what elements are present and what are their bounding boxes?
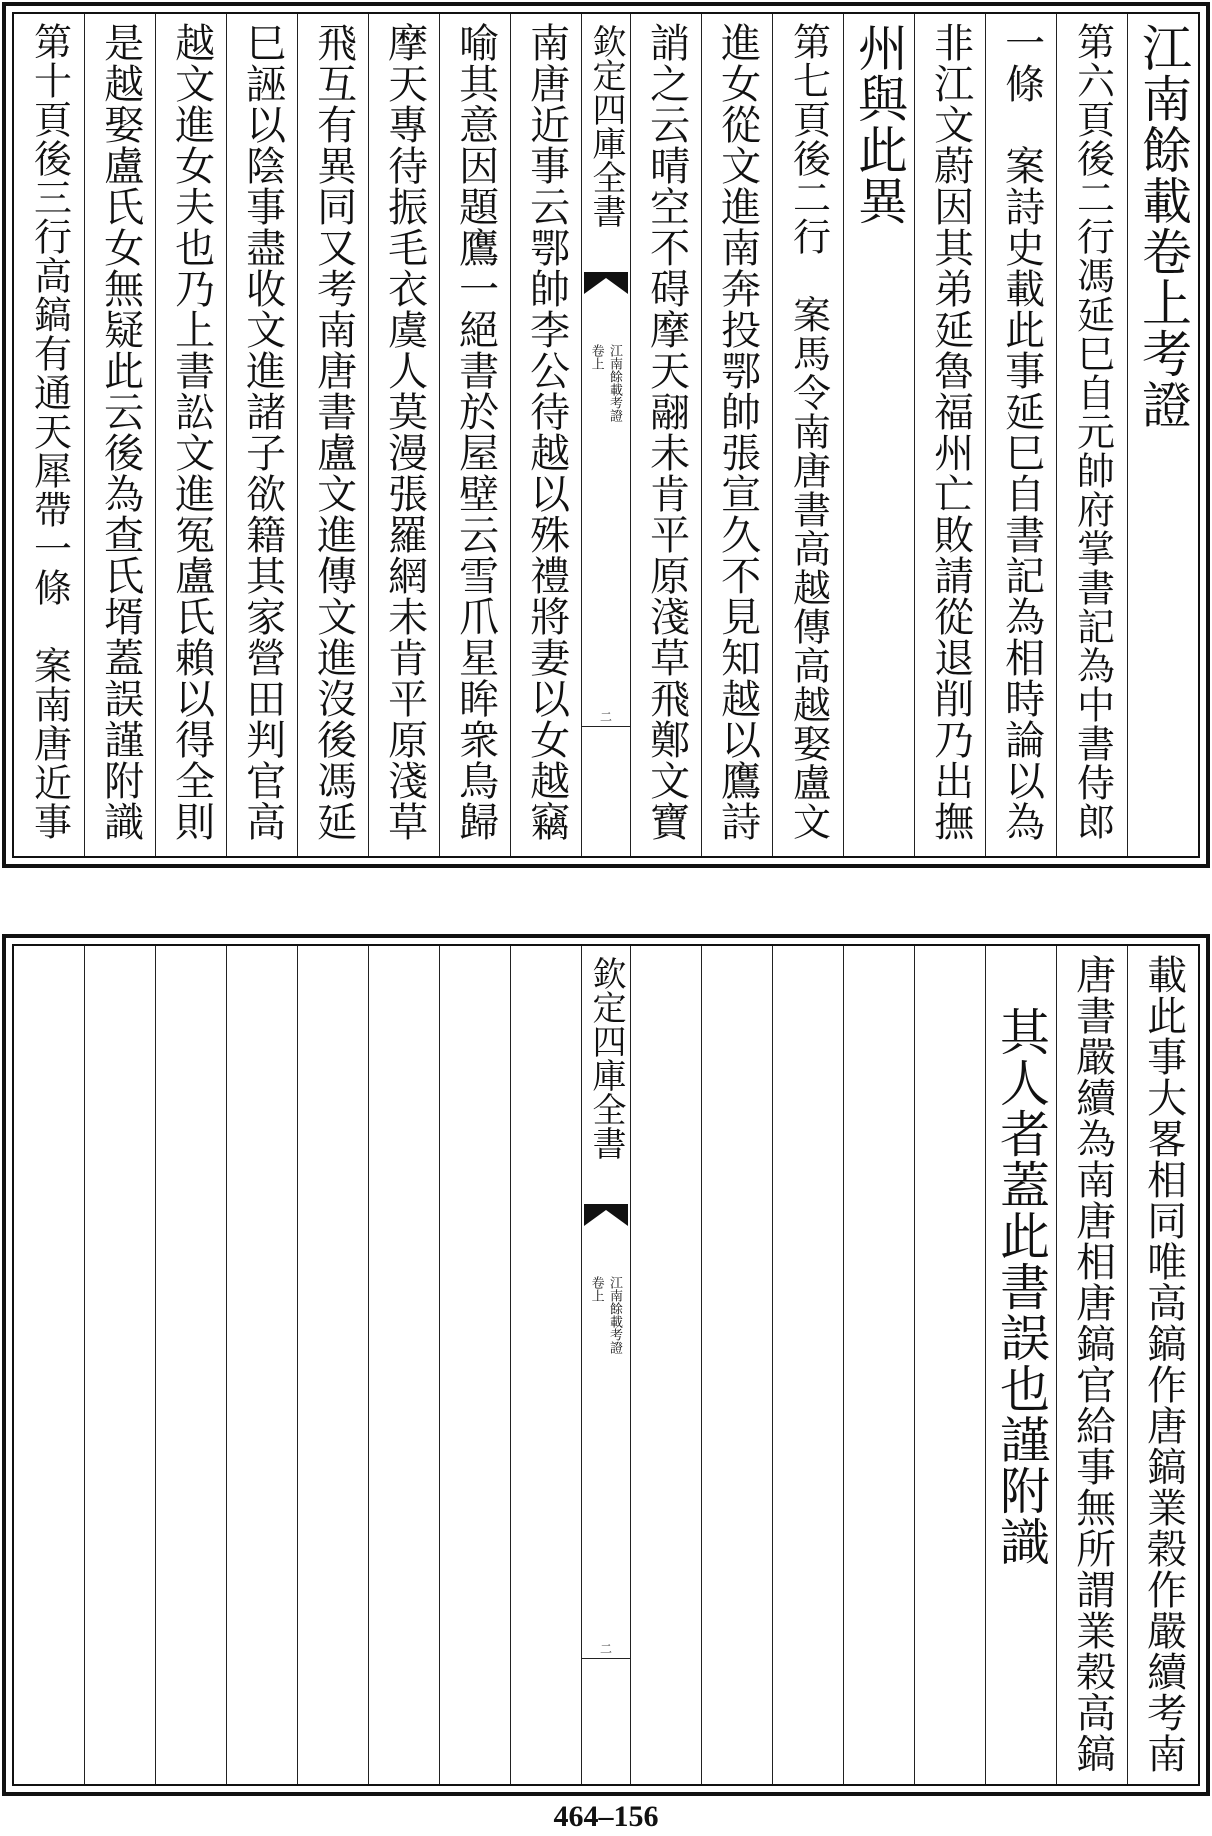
text-column (297, 14, 368, 856)
lower-page-columns (14, 946, 1198, 1784)
text-column (439, 14, 510, 856)
fold-rule (582, 1658, 630, 1659)
text-column (14, 14, 84, 856)
text-column (843, 946, 914, 1784)
fishtail-mark (584, 1204, 628, 1226)
upper-page-panel (2, 2, 1210, 868)
column-text: 喻其意因題鷹一絕書於屋壁云雪爪星眸衆鳥歸 (452, 22, 499, 842)
upper-page-frame (12, 12, 1200, 858)
fold-page-number: 二 (599, 710, 613, 724)
text-column (155, 14, 226, 856)
text-column (843, 14, 914, 856)
column-text: 第六頁後二行馮延巳自元帥府掌書記為中書侍郎 (1070, 22, 1115, 841)
center-fold (581, 14, 630, 856)
column-text: 州與此異 (850, 22, 908, 226)
text-column (772, 14, 843, 856)
fold-rule (582, 726, 630, 727)
column-text: 飛互有異同又考南唐書盧文進傳文進沒後馮延 (310, 22, 357, 842)
text-column (985, 14, 1056, 856)
fold-page-number: 二 (599, 1642, 613, 1656)
text-column (914, 946, 985, 1784)
text-column (701, 946, 772, 1784)
column-text: 唐書嚴續為南唐相唐鎬官給事無所謂業榖高鎬 (1069, 954, 1116, 1774)
column-text: 摩天專待振毛衣虞人莫漫張羅網未肯平原淺草 (381, 22, 428, 842)
column-text: 誚之云晴空不碍摩天翮未肯平原淺草飛鄭文寶 (643, 22, 690, 842)
fold-title: 欽定四庫全書 (586, 24, 626, 228)
column-text: 江南餘載卷上考證 (1134, 22, 1192, 430)
text-column (226, 14, 297, 856)
fold-title: 欽定四庫全書 (586, 956, 626, 1160)
text-column (510, 14, 581, 856)
text-column (701, 14, 772, 856)
text-column (439, 946, 510, 1784)
center-fold (581, 946, 630, 1784)
text-column (14, 946, 84, 1784)
text-column (510, 946, 581, 1784)
column-text: 越文進女夫也乃上書訟文進冤盧氏賴以得全則 (168, 22, 215, 842)
column-text: 第十頁後三行高鎬有通天犀帶一條 案南唐近事 (27, 22, 72, 841)
fold-book-title: 江南餘載考證 (607, 344, 622, 422)
fold-volume: 卷上 (588, 344, 604, 370)
column-text: 進女從文進南奔投鄂帥張宣久不見知越以鷹詩 (714, 22, 761, 842)
text-column (1127, 14, 1198, 856)
text-column (84, 946, 155, 1784)
page-number-footer: 464–156 (553, 1800, 659, 1833)
text-column (985, 946, 1056, 1784)
text-column (630, 946, 701, 1784)
column-text: 第七頁後二行 案馬令南唐書高越傳高越娶盧文 (786, 22, 831, 841)
column-text: 巳誣以陰事盡收文進諸子欲籍其家營田判官高 (239, 22, 286, 842)
text-column (630, 14, 701, 856)
text-column (1127, 946, 1198, 1784)
fishtail-mark (584, 272, 628, 294)
text-column (84, 14, 155, 856)
fold-book-title: 江南餘載考證 (607, 1276, 622, 1354)
column-text: 是越娶盧氏女無疑此云後為查氏壻蓋誤謹附識 (97, 22, 144, 842)
text-column (226, 946, 297, 1784)
text-column (914, 14, 985, 856)
column-text: 載此事大畧相同唯高鎬作唐鎬業榖作嚴續考南 (1140, 954, 1187, 1774)
text-column (1056, 14, 1127, 856)
lower-page-frame (12, 944, 1200, 1786)
column-text: 一條 案詩史載此事延巳自書記為相時論以為 (998, 22, 1045, 842)
fold-volume: 卷上 (588, 1276, 604, 1302)
text-column (155, 946, 226, 1784)
text-column (1056, 946, 1127, 1784)
column-text: 非江文蔚因其弟延魯福州亡敗請從退削乃出撫 (927, 22, 974, 842)
column-text: 南唐近事云鄂帥李公待越以殊禮將妻以女越竊 (523, 22, 570, 842)
upper-page-columns (14, 14, 1198, 856)
text-column (368, 946, 439, 1784)
text-column (297, 946, 368, 1784)
column-text: 其人者蓋此書誤也謹附識 (992, 1006, 1050, 1567)
text-column (368, 14, 439, 856)
text-column (772, 946, 843, 1784)
lower-page-panel (2, 934, 1210, 1796)
